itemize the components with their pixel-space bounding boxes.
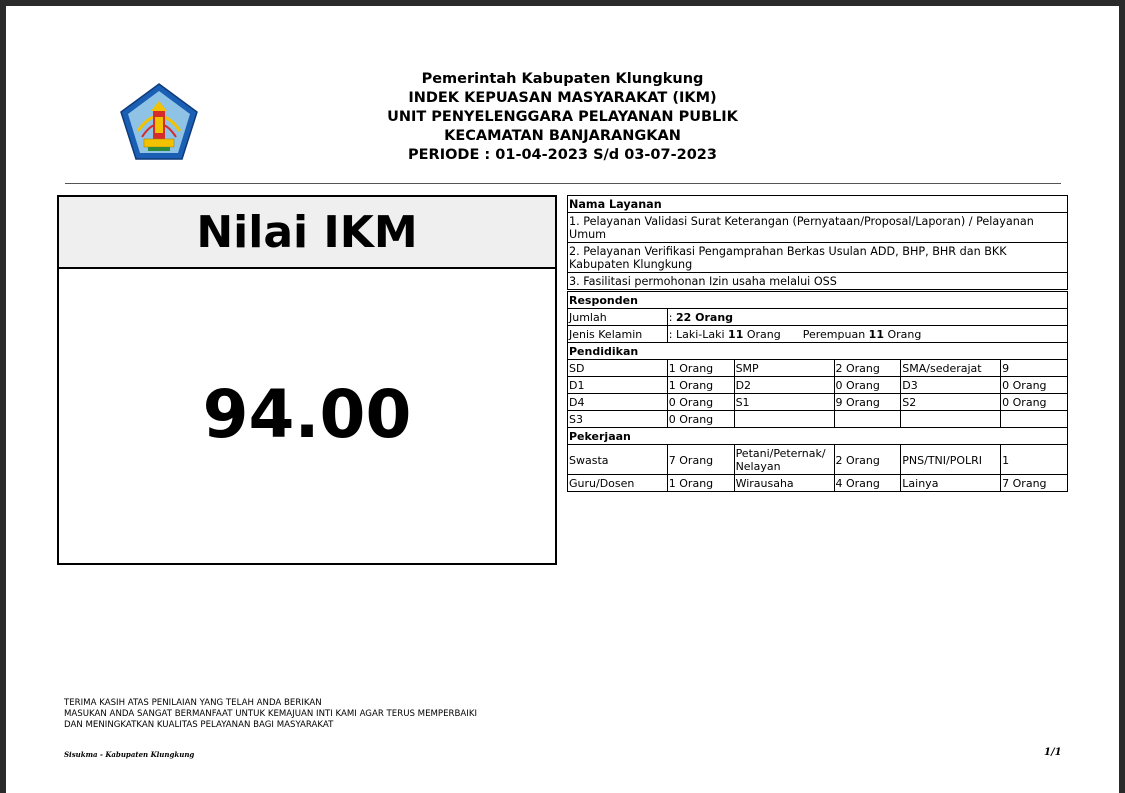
occupation-cell: Wirausaha: [734, 475, 834, 492]
service-item: 2. Pelayanan Verifikasi Pengamprahan Berkas Usulan ADD, BHP, BHR dan BKK Kabupaten Klungkung: [568, 243, 1068, 273]
education-cell: S3: [568, 411, 668, 428]
service-item: 1. Pelayanan Validasi Surat Keterangan (Pernyataan/Proposal/Laporan) / Pelayanan Umum: [568, 213, 1068, 243]
jumlah-value: 22 Orang: [675, 311, 734, 324]
education-cell: D4: [568, 394, 668, 411]
ikm-score-box: [57, 195, 557, 565]
education-cell: 2 Orang: [834, 360, 901, 377]
services-heading: Nama Layanan: [568, 196, 1068, 213]
education-cell: [734, 411, 834, 428]
education-cell: D1: [568, 377, 668, 394]
education-heading: Pendidikan: [568, 343, 1068, 360]
services-table: [567, 195, 1068, 290]
occupation-cell: 2 Orang: [834, 445, 901, 475]
female-label: Perempuan: [802, 328, 869, 341]
footer-line: TERIMA KASIH ATAS PENILAIAN YANG TELAH ANDA BERIKAN: [64, 698, 322, 708]
service-item: 3. Fasilitasi permohonan Izin usaha melalui OSS: [568, 273, 1068, 290]
ikm-value: 94.00: [202, 375, 412, 453]
occupation-cell: 7 Orang: [667, 445, 734, 475]
respondents-table: [567, 291, 1068, 492]
occupation-cell: PNS/TNI/POLRI: [901, 445, 1001, 475]
education-cell: 9 Orang: [834, 394, 901, 411]
header-period: PERIODE : 01-04-2023 S/d 03-07-2023: [408, 147, 717, 163]
education-cell: 1 Orang: [667, 360, 734, 377]
education-cell: SMA/sederajat: [901, 360, 1001, 377]
female-count: 11: [868, 328, 884, 341]
header-divider: [65, 183, 1061, 184]
education-cell: 9: [1001, 360, 1068, 377]
occupation-cell: 1 Orang: [667, 475, 734, 492]
male-label: : Laki-Laki: [668, 328, 729, 341]
education-cell: [834, 411, 901, 428]
education-cell: 0 Orang: [667, 394, 734, 411]
education-cell: 0 Orang: [1001, 377, 1068, 394]
jumlah-cell: [667, 309, 1067, 326]
header-district: KECAMATAN BANJARANGKAN: [444, 128, 681, 144]
education-cell: [901, 411, 1001, 428]
occupation-cell: Swasta: [568, 445, 668, 475]
female-unit: Orang: [883, 328, 922, 341]
education-cell: D2: [734, 377, 834, 394]
education-cell: S2: [901, 394, 1001, 411]
respondents-heading: Responden: [568, 292, 1068, 309]
education-cell: SMP: [734, 360, 834, 377]
occupation-cell: Lainya: [901, 475, 1001, 492]
education-cell: 0 Orang: [1001, 394, 1068, 411]
education-cell: 0 Orang: [834, 377, 901, 394]
gender-label: Jenis Kelamin: [568, 326, 668, 343]
gender-cell: [667, 326, 1067, 343]
occupation-cell: 4 Orang: [834, 475, 901, 492]
jumlah-label: Jumlah: [568, 309, 668, 326]
male-count: 11: [728, 328, 744, 341]
education-cell: SD: [568, 360, 668, 377]
viewer-border: [1119, 0, 1125, 793]
education-cell: S1: [734, 394, 834, 411]
occupation-cell: Petani/Peternak/ Nelayan: [734, 445, 834, 475]
footer-message: [64, 698, 477, 731]
occupation-cell: 7 Orang: [1001, 475, 1068, 492]
document-page: [6, 6, 1119, 793]
document-header: [6, 70, 1119, 165]
page-number: 1/1: [1044, 747, 1062, 758]
education-cell: 0 Orang: [667, 411, 734, 428]
education-cell: [1001, 411, 1068, 428]
occupation-cell: Guru/Dosen: [568, 475, 668, 492]
male-unit: Orang: [743, 328, 781, 341]
jumlah-prefix: :: [668, 311, 676, 324]
header-title: INDEK KEPUASAN MASYARAKAT (IKM): [408, 90, 717, 106]
occupation-cell: 1: [1001, 445, 1068, 475]
header-unit: UNIT PENYELENGGARA PELAYANAN PUBLIK: [387, 109, 738, 125]
occupation-heading: Pekerjaan: [568, 428, 1068, 445]
header-government: Pemerintah Kabupaten Klungkung: [421, 71, 704, 87]
ikm-label: Nilai IKM: [59, 197, 555, 269]
education-cell: 1 Orang: [667, 377, 734, 394]
footer-line: MASUKAN ANDA SANGAT BERMANFAAT UNTUK KEMAJUAN INTI KAMI AGAR TERUS MEMPERBAIKI: [64, 709, 477, 719]
footer-signature: Sisukma - Kabupaten Klungkung: [64, 750, 195, 759]
footer-line: DAN MENINGKATKAN KUALITAS PELAYANAN BAGI MASYARAKAT: [64, 720, 334, 730]
education-cell: D3: [901, 377, 1001, 394]
